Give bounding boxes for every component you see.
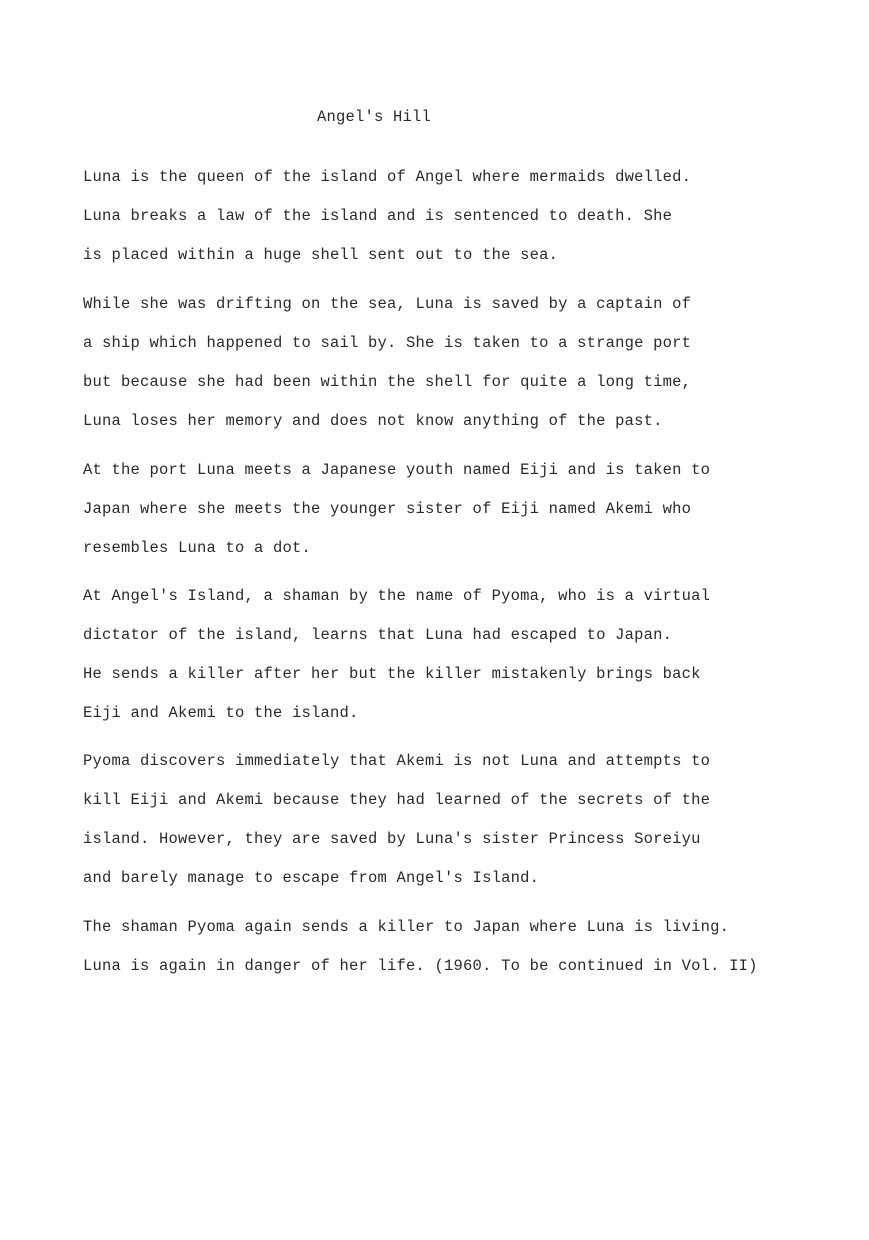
- text-line: Japan where she meets the younger sister of Eiji named Akemi who: [83, 500, 692, 518]
- text-line: Luna is the queen of the island of Angel where mermaids dwelled.: [83, 168, 692, 186]
- text-line: and barely manage to escape from Angel's Island.: [83, 869, 540, 887]
- text-line: dictator of the island, learns that Luna had escaped to Japan.: [83, 626, 673, 644]
- text-line: is placed within a huge shell sent out to the sea.: [83, 246, 559, 264]
- page-title: Angel's Hill: [317, 108, 432, 126]
- text-line: Luna breaks a law of the island and is sentenced to death. She: [83, 207, 673, 225]
- text-line: At the port Luna meets a Japanese youth named Eiji and is taken to: [83, 461, 711, 479]
- text-line: Luna loses her memory and does not know anything of the past.: [83, 412, 663, 430]
- text-line: Pyoma discovers immediately that Akemi is not Luna and attempts to: [83, 752, 711, 770]
- text-line: The shaman Pyoma again sends a killer to Japan where Luna is living.: [83, 918, 730, 936]
- text-line: but because she had been within the shell for quite a long time,: [83, 373, 692, 391]
- text-line: kill Eiji and Akemi because they had learned of the secrets of the: [83, 791, 711, 809]
- text-line: Eiji and Akemi to the island.: [83, 704, 359, 722]
- text-line: While she was drifting on the sea, Luna is saved by a captain of: [83, 295, 692, 313]
- text-line: resembles Luna to a dot.: [83, 539, 312, 557]
- text-line: At Angel's Island, a shaman by the name of Pyoma, who is a virtual: [83, 587, 711, 605]
- text-line: Luna is again in danger of her life. (1960. To be continued in Vol. II): [83, 957, 758, 975]
- text-line: a ship which happened to sail by. She is taken to a strange port: [83, 334, 692, 352]
- text-line: He sends a killer after her but the killer mistakenly brings back: [83, 665, 701, 683]
- text-line: island. However, they are saved by Luna's sister Princess Soreiyu: [83, 830, 701, 848]
